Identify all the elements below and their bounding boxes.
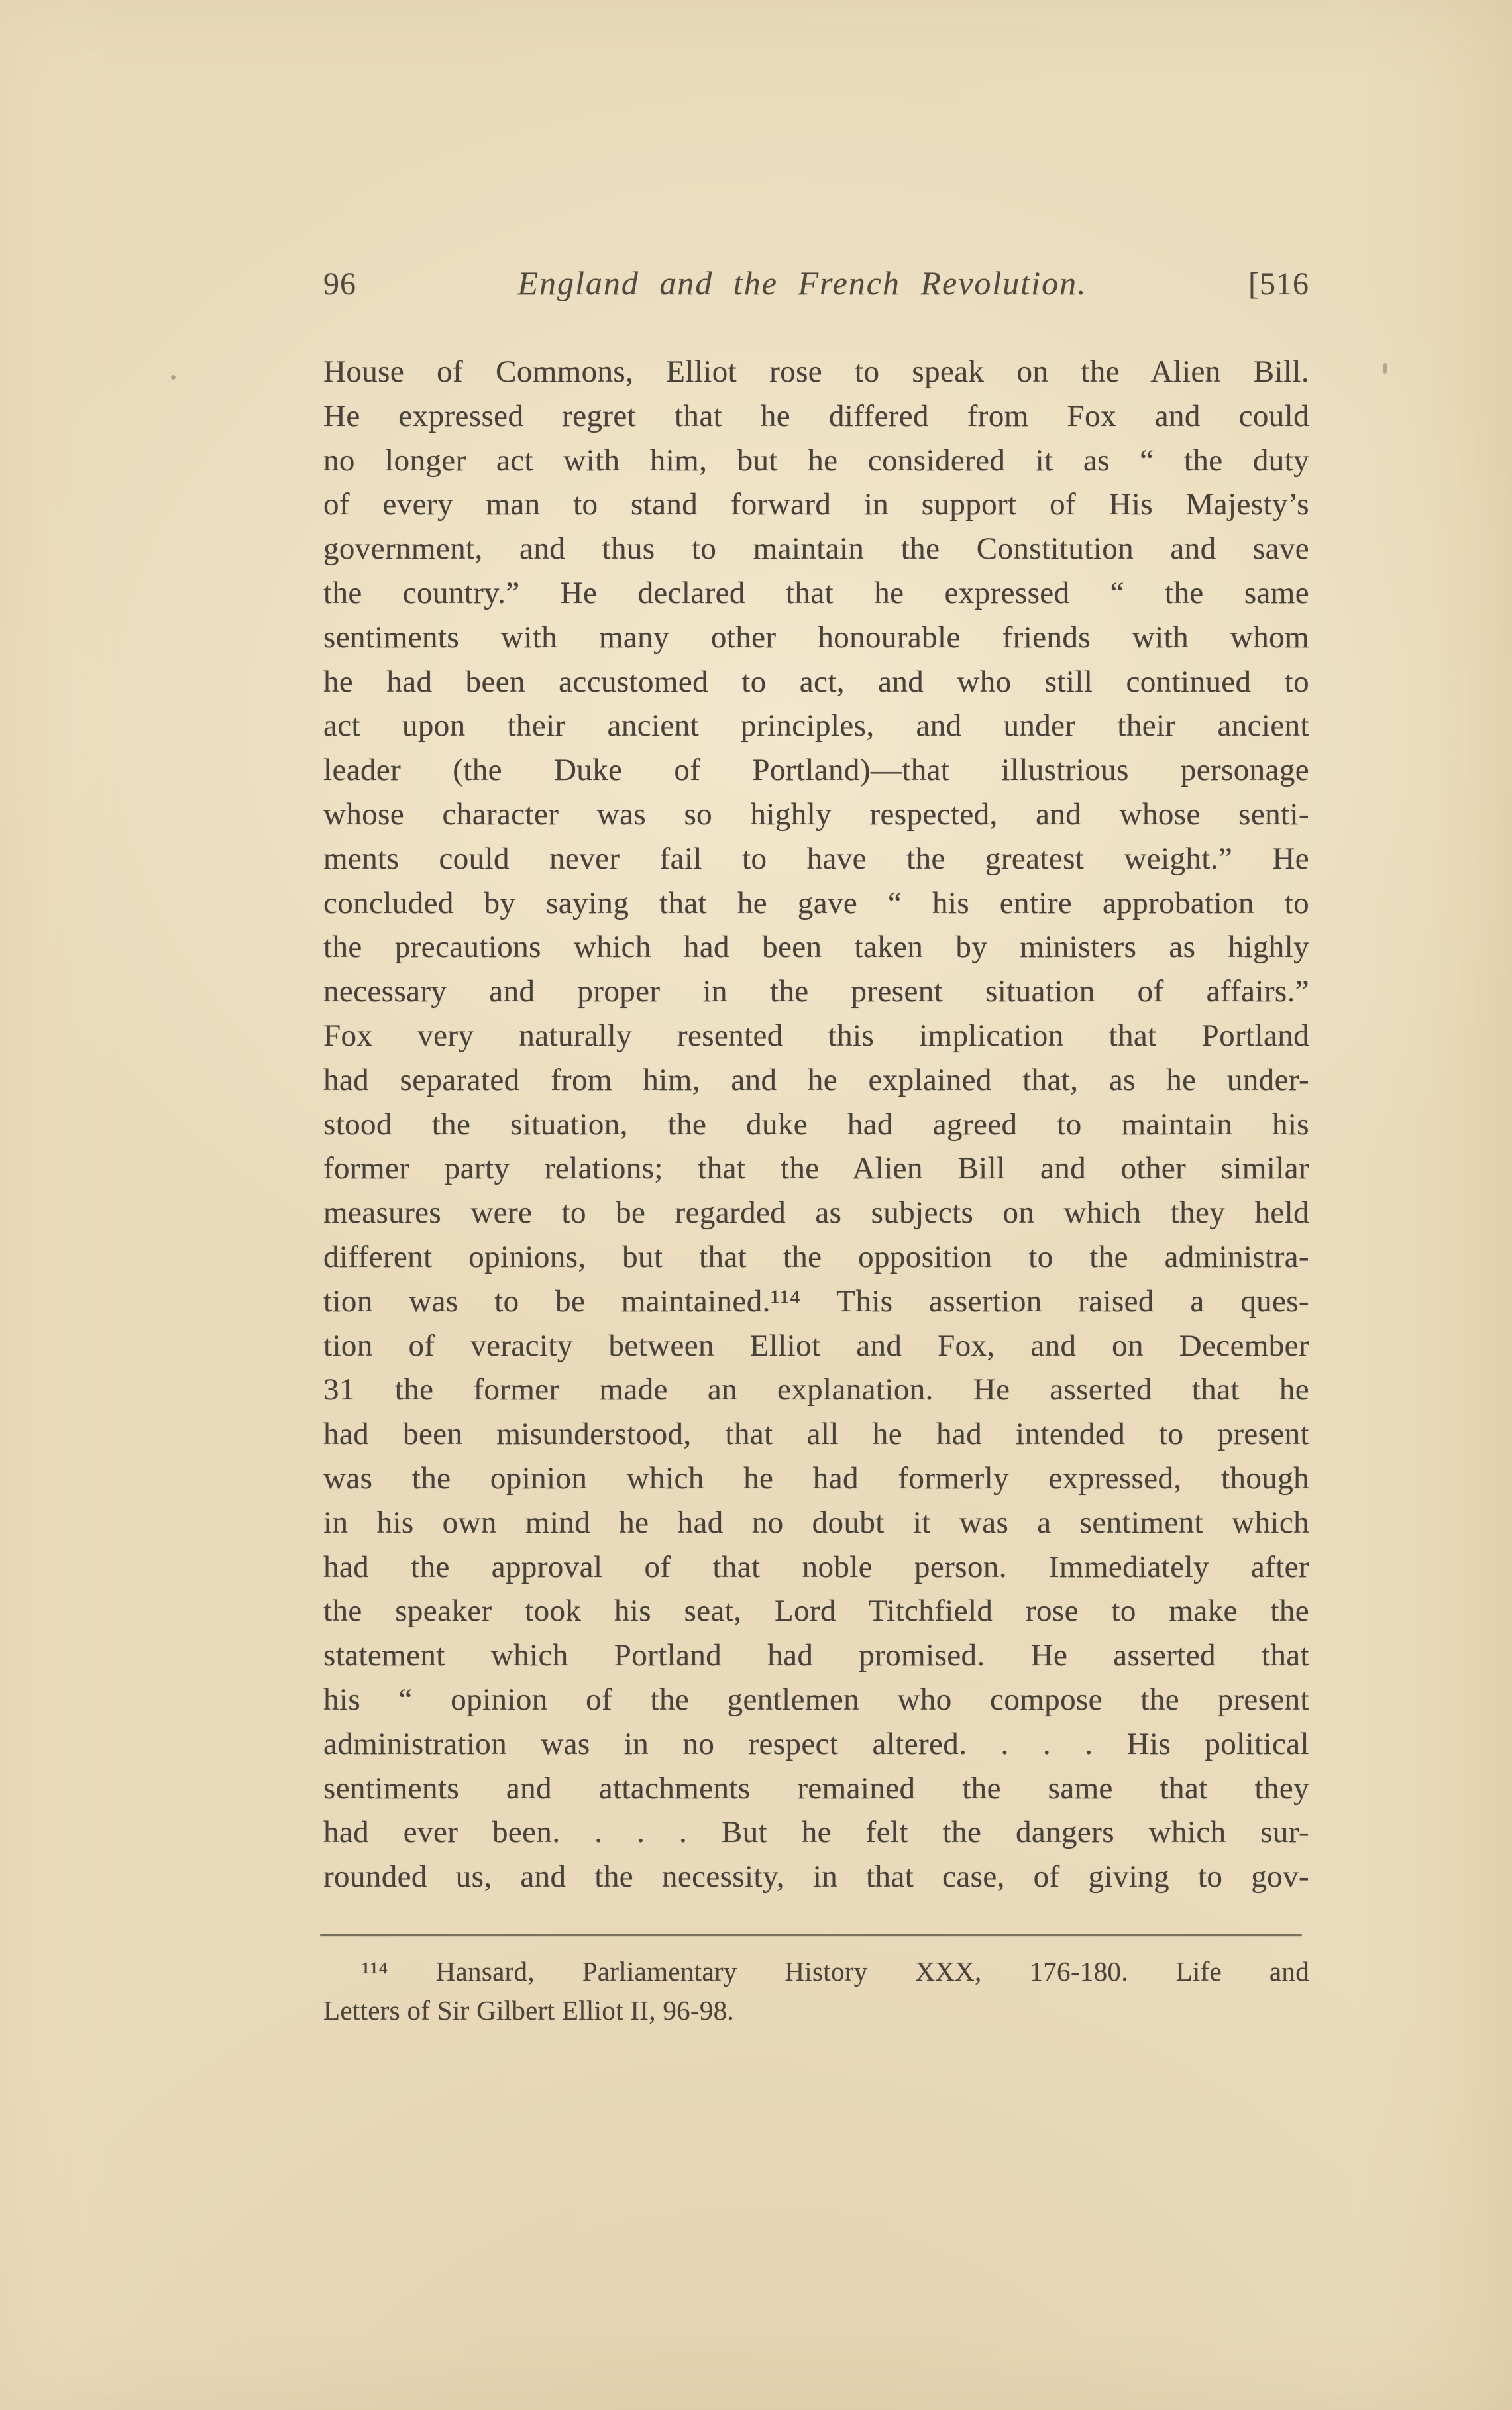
body-line: measures were to be regarded as subjects on which they held (323, 1195, 1309, 1231)
body-line: sentiments and attachments remained the same that they (323, 1771, 1309, 1806)
body-line: had the approval of that noble person. Immediately after (323, 1549, 1309, 1584)
body-line: tion was to be maintained.¹¹⁴ This assertion raised a ques- (323, 1284, 1309, 1319)
body-line: sentiments with many other honourable friends with whom (323, 620, 1309, 655)
footnote-line: Letters of Sir Gilbert Elliot II, 96-98. (323, 1995, 735, 2026)
body-line: tion of veracity between Elliot and Fox, and on December (323, 1328, 1309, 1363)
body-line: had separated from him, and he explained that, as he under- (323, 1062, 1309, 1097)
section-number: [516 (1248, 266, 1309, 301)
body-line: the country.” He declared that he expressed “ the same (323, 575, 1309, 610)
body-text (323, 350, 1309, 1899)
body-line: leader (the Duke of Portland)—that illustrious personage (323, 753, 1309, 788)
body-line: He expressed regret that he differed from Fox and could (323, 398, 1309, 433)
body-line: concluded by saying that he gave “ his entire approbation to (323, 885, 1309, 920)
body-line: he had been accustomed to act, and who still continued to (323, 664, 1309, 699)
body-line: House of Commons, Elliot rose to speak on the Alien Bill. (323, 355, 1309, 389)
footnote-divider (320, 1934, 1302, 1936)
body-line: whose character was so highly respected, and whose senti- (323, 796, 1309, 832)
body-line: Fox very naturally resented this implication that Portland (323, 1018, 1309, 1053)
body-line: the precautions which had been taken by ministers as highly (323, 930, 1309, 965)
body-line: had ever been. . . . But he felt the dangers which sur- (323, 1815, 1309, 1850)
body-line: 31 the former made an explanation. He asserted that he (323, 1372, 1309, 1407)
body-line: act upon their ancient principles, and under their ancient (323, 708, 1309, 743)
body-line: government, and thus to maintain the Constitution and save (323, 531, 1309, 567)
running-title: England and the French Revolution. (517, 264, 1087, 301)
body-line: stood the situation, the duke had agreed to maintain his (323, 1107, 1309, 1142)
paper-speck (1383, 363, 1387, 374)
body-line: administration was in no respect altered. . . . His political (323, 1726, 1309, 1761)
body-line: of every man to stand forward in support of His Majesty’s (323, 487, 1309, 522)
footnote-text (323, 1952, 1309, 2030)
body-line: necessary and proper in the present situation of affairs.” (323, 974, 1309, 1009)
footnote-line: ¹¹⁴ Hansard, Parliamentary History XXX, 176-180. Life and (362, 1956, 1309, 1987)
body-line: statement which Portland had promised. He asserted that (323, 1638, 1309, 1673)
body-line: had been misunderstood, that all he had intended to present (323, 1417, 1309, 1452)
body-line: rounded us, and the necessity, in that case, of giving to gov- (323, 1859, 1309, 1894)
page-number: 96 (323, 266, 356, 301)
body-line: his “ opinion of the gentlemen who compose the present (323, 1682, 1309, 1717)
body-line: different opinions, but that the opposition to the administra- (323, 1239, 1309, 1274)
paper-speck (171, 375, 176, 380)
page-header (323, 264, 1309, 302)
body-line: in his own mind he had no doubt it was a sentiment which (323, 1505, 1309, 1540)
body-line: the speaker took his seat, Lord Titchfield rose to make the (323, 1594, 1309, 1629)
body-line: former party relations; that the Alien Bill and other similar (323, 1151, 1309, 1186)
body-line: was the opinion which he had formerly expressed, though (323, 1460, 1309, 1496)
body-line: ments could never fail to have the greatest weight.” He (323, 841, 1309, 876)
body-line: no longer act with him, but he considered it as “ the duty (323, 443, 1309, 478)
